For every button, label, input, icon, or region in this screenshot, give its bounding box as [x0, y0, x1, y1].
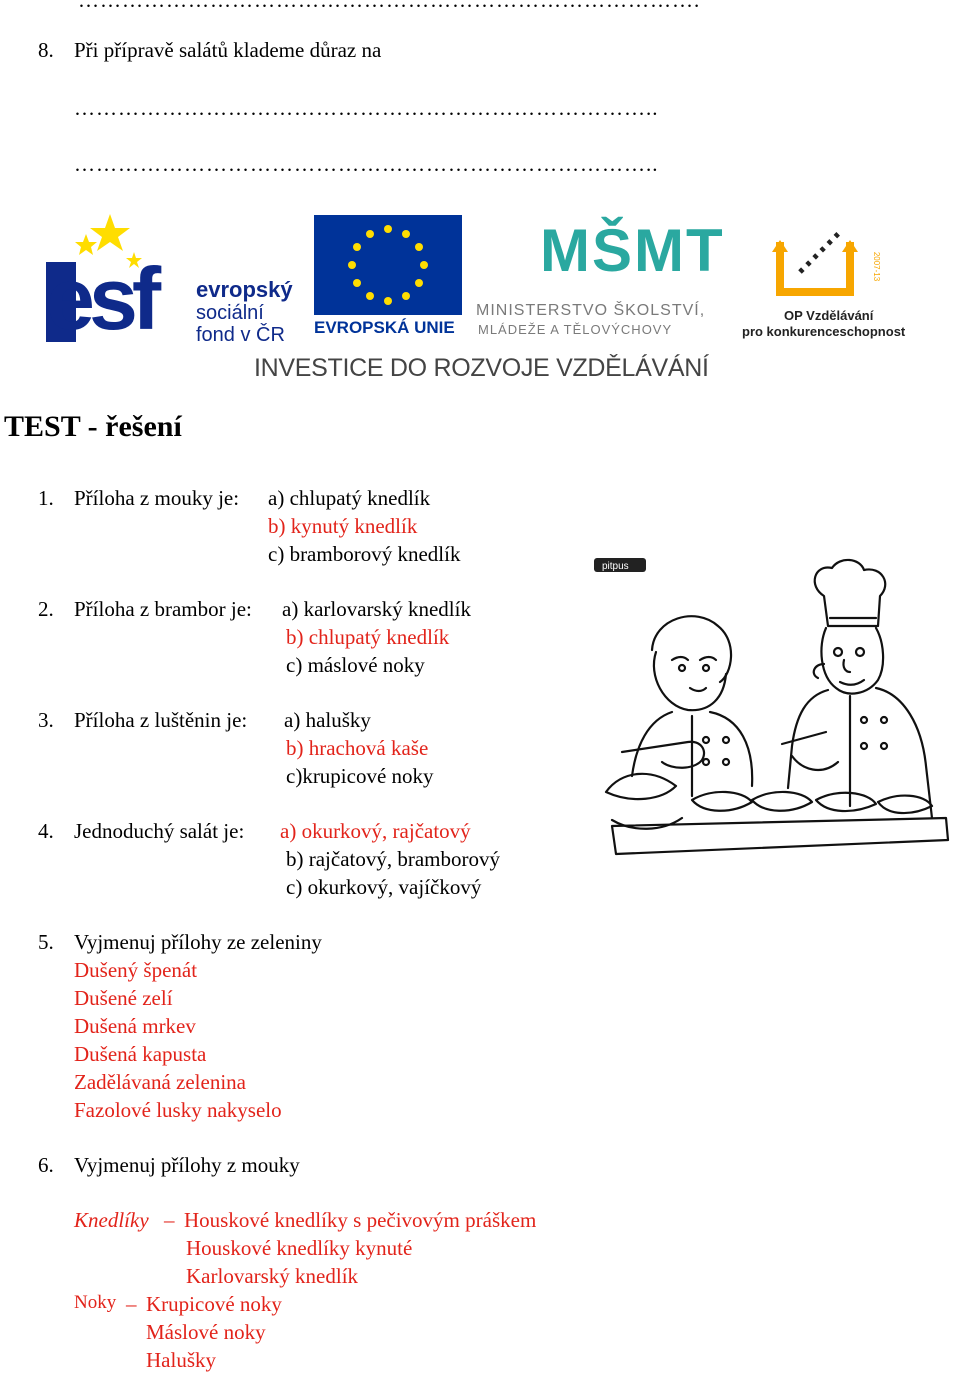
cooks-illustration	[592, 556, 958, 866]
esf-line-1: evropský	[196, 277, 293, 302]
op-logo-icon	[770, 212, 880, 302]
q5-answer: Zadělávaná zelenina	[74, 1070, 246, 1094]
q6-dash: –	[126, 1292, 137, 1316]
op-years: 2007-13	[872, 251, 882, 282]
watermark-text: pitpus	[602, 561, 629, 572]
q3-prompt: Příloha z luštěnin je:	[74, 708, 248, 732]
op-line-2: pro konkurenceschopnost	[742, 324, 906, 339]
eu-flag-icon	[314, 215, 462, 315]
esf-logo	[46, 212, 306, 348]
q1-prompt: Příloha z mouky je:	[74, 486, 240, 510]
q6-knedliky-label: Knedlíky	[74, 1208, 149, 1232]
q1-option-c: c) bramborový knedlík	[268, 542, 461, 566]
q5-answer: Dušený špenát	[74, 958, 198, 982]
q2-option-c: c) máslové noky	[286, 653, 425, 677]
q8-number: 8.	[38, 38, 54, 62]
page-title: TEST - řešení	[4, 410, 182, 443]
q6-noky-label: Noky	[74, 1292, 117, 1313]
q5-number: 5.	[38, 930, 54, 954]
eu-label: EVROPSKÁ UNIE	[314, 318, 455, 337]
logo-row	[0, 200, 960, 390]
q8-answer-line-2: ……………………………………………………………………..	[74, 152, 659, 176]
q6-noky-item: Máslové noky	[146, 1320, 266, 1344]
eu-logo	[314, 215, 464, 340]
op-logo	[742, 212, 922, 342]
q6-noky-item: Halušky	[146, 1348, 216, 1372]
q5-answer: Dušená mrkev	[74, 1014, 196, 1038]
op-line-1: OP Vzdělávání	[784, 308, 874, 323]
q5-answer: Dušená kapusta	[74, 1042, 207, 1066]
cooks-drawing	[592, 556, 958, 866]
top-dotted-line: ………………………………………………………………………….	[78, 0, 701, 12]
q6-prompt: Vyjmenuj přílohy z mouky	[74, 1153, 300, 1177]
q3-option-c: c)krupicové noky	[286, 764, 434, 788]
q4-option-a: a) okurkový, rajčatový	[280, 819, 471, 843]
q8-answer-line-1: ……………………………………………………………………..	[74, 96, 659, 120]
esf-line-3: fond v ČR	[196, 324, 285, 346]
q1-option-a: a) chlupatý knedlík	[268, 486, 431, 510]
q3-option-b: b) hrachová kaše	[286, 736, 429, 760]
q6-noky-item: Krupicové noky	[146, 1292, 282, 1316]
q4-prompt: Jednoduchý salát je:	[74, 819, 245, 843]
q6-knedliky-item: Houskové knedlíky s pečivovým práškem	[184, 1208, 537, 1232]
msmt-mark: MŠMT	[540, 217, 725, 284]
q6-number: 6.	[38, 1153, 54, 1177]
q3-option-a: a) halušky	[284, 708, 371, 732]
q2-prompt: Příloha z brambor je:	[74, 597, 252, 621]
q6-dash: –	[164, 1208, 175, 1232]
q2-number: 2.	[38, 597, 54, 621]
q8-text: Při přípravě salátů klademe důraz na	[74, 38, 382, 62]
q2-option-a: a) karlovarský knedlík	[282, 597, 471, 621]
q4-number: 4.	[38, 819, 54, 843]
q5-prompt: Vyjmenuj přílohy ze zeleniny	[74, 930, 322, 954]
q3-number: 3.	[38, 708, 54, 732]
q2-option-b: b) chlupatý knedlík	[286, 625, 450, 649]
q6-knedliky-item: Karlovarský knedlík	[186, 1264, 359, 1288]
q1-number: 1.	[38, 486, 54, 510]
esf-line-2: sociální	[196, 302, 264, 324]
msmt-logo	[476, 214, 736, 344]
q1-option-b: b) kynutý knedlík	[268, 514, 418, 538]
q5-answer: Dušené zelí	[74, 986, 173, 1010]
esf-mark: esf	[46, 249, 156, 348]
msmt-line-1: MINISTERSTVO ŠKOLSTVÍ,	[476, 302, 706, 319]
q4-option-b: b) rajčatový, bramborový	[286, 847, 501, 871]
q5-answer: Fazolové lusky nakyselo	[74, 1098, 282, 1122]
msmt-line-2: MLÁDEŽE A TĚLOVÝCHOVY	[478, 322, 673, 337]
q6-knedliky-item: Houskové knedlíky kynuté	[186, 1236, 413, 1260]
q4-option-c: c) okurkový, vajíčkový	[286, 875, 482, 899]
investice-banner: INVESTICE DO ROZVOJE VZDĚLÁVÁNÍ	[254, 354, 709, 382]
